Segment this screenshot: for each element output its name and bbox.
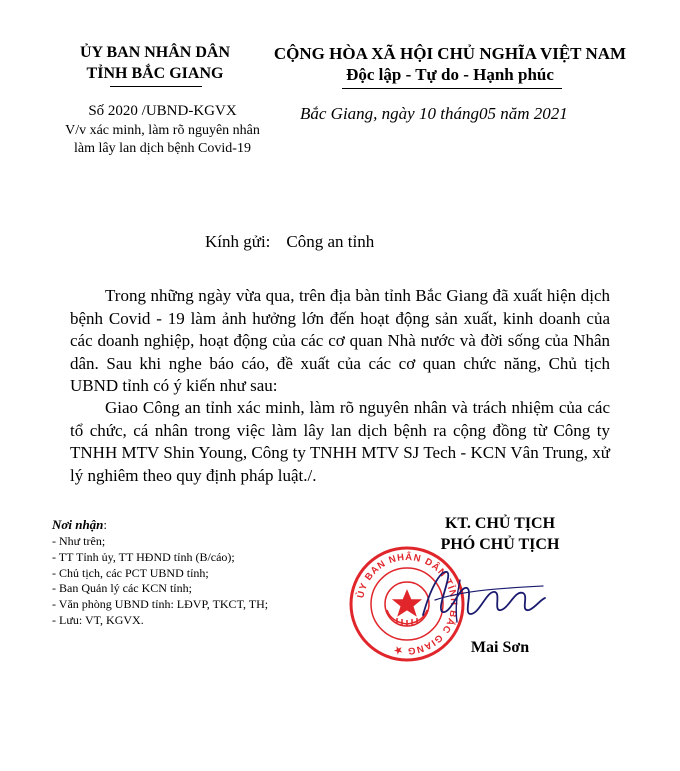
distribution-list: [52, 534, 268, 629]
distribution-item: - Ban Quản lý các KCN tỉnh;: [52, 581, 192, 596]
national-title: CỘNG HÒA XÃ HỘI CHỦ NGHĨA VIỆT NAM: [273, 44, 627, 63]
distribution-item: - Chủ tịch, các PCT UBND tỉnh;: [52, 565, 209, 580]
body-paragraph-2: Giao Công an tỉnh xác minh, làm rõ nguyên nhân và trách nhiệm của các tổ chức, cá nhân trong việc làm lây lan dịch bệnh ra cộng đồng từ Công ty TNHH MTV Shin Young, Công ty TNHH MTV SJ Tech - KCN Vân Trung, xử lý nghiêm theo quy định pháp luật./.: [70, 398, 610, 485]
distribution-title: Nơi nhận:: [52, 517, 108, 532]
issuing-province: TỈNH BẮC GIANG: [86, 65, 224, 82]
signature-title-2: PHÓ CHỦ TỊCH: [440, 536, 560, 553]
body-paragraph-1: Trong những ngày vừa qua, trên địa bàn tỉnh Bắc Giang đã xuất hiện dịch bệnh Covid - 19 làm ảnh hưởng lớn đến hoạt động sản xuất, kinh doanh của các doanh nghiệp, hoạt động của các cơ quan Nhà nước và đời sống của Nhân dân. Sau khi nghe báo cáo, đề xuất của các cơ quan chức năng, Chủ tịch UBND tỉnh có ý kiến như sau:: [70, 286, 610, 395]
handwritten-signature: [405, 560, 555, 630]
svg-text:ỦY BAN NHÂN DÂN TỈNH BẮC GIANG: ỦY BAN NHÂN DÂN TỈNH BẮC GIANG ★: [355, 551, 460, 657]
issuing-authority: ỦY BAN NHÂN DÂN: [79, 44, 231, 61]
addressee-line: [205, 232, 374, 252]
signer-name: Mai Sơn: [470, 639, 530, 656]
place-date-line: Bắc Giang, ngày 10 tháng05 năm 2021: [300, 104, 568, 123]
header-right-divider: [342, 88, 562, 89]
distribution-item: - Như trên;: [52, 534, 106, 548]
addressee-name: Công an tỉnh: [286, 232, 375, 251]
addressee-label: Kính gửi:: [205, 232, 271, 251]
document-subject: V/v xác minh, làm rõ nguyên nhân làm lây lan dịch bệnh Covid-19: [65, 123, 260, 156]
header-left-divider: [110, 86, 202, 87]
document-number: Số 2020 /UBND-KGVX: [88, 103, 237, 119]
distribution-item: - Lưu: VT, KGVX.: [52, 612, 144, 627]
distribution-item: - TT Tỉnh ủy, TT HĐND tỉnh (B/cáo);: [52, 549, 235, 564]
national-motto: Độc lập - Tự do - Hạnh phúc: [346, 65, 554, 84]
distribution-item: - Văn phòng UBND tỉnh: LĐVP, TKCT, TH;: [52, 597, 269, 612]
signature-title-1: KT. CHỦ TỊCH: [444, 515, 556, 532]
